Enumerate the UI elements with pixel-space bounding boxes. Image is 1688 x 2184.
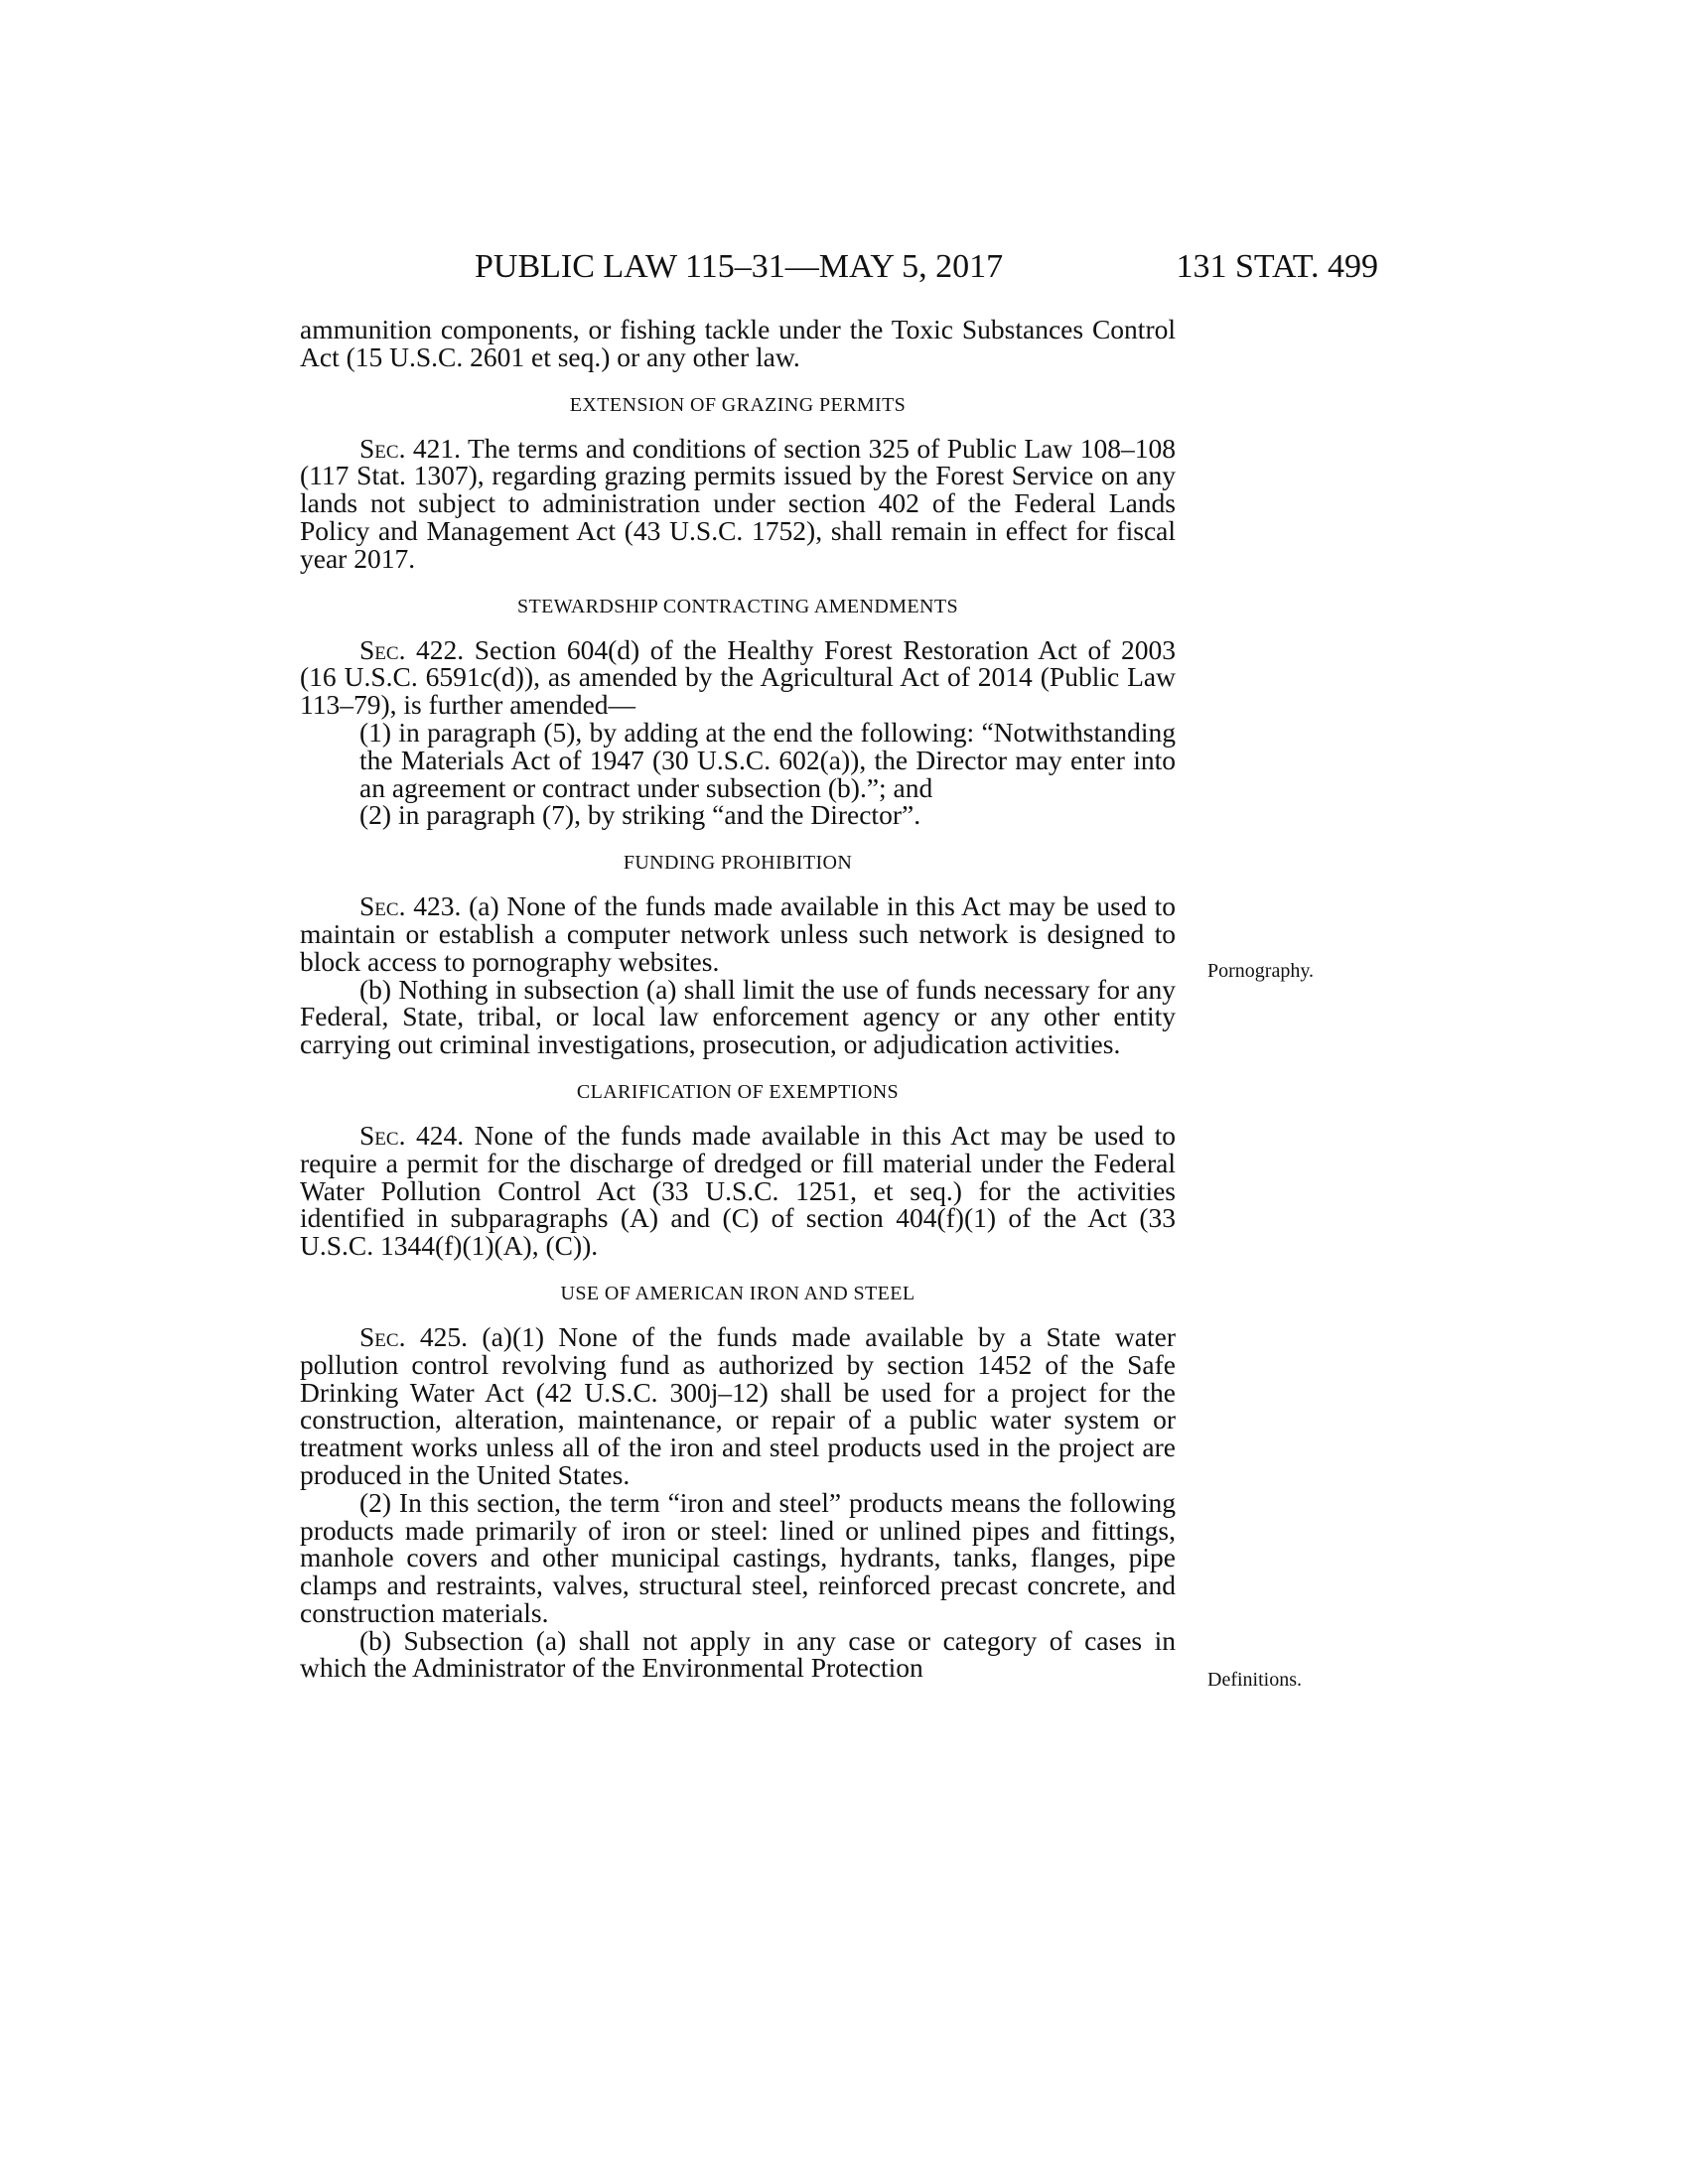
section-422-item-1: (1) in paragraph (5), by adding at the end the following: “Notwithstanding the Materials Act of 1947 (30 U.S.C. 602(a)), the Director may enter into an agreement or contract under subsection (b).”; and (359, 716, 1176, 803)
section-423-paragraph-a (300, 892, 1176, 975)
section-422-item-2: (2) in paragraph (7), by striking “and the Director”. (359, 799, 921, 831)
section-424-paragraph (300, 1119, 1176, 1262)
section-text: The terms and conditions of section 325 of Public Law 108–108 (117 Stat. 1307), regarding grazing permits issued by the Forest Service on any lands not subject to administration under section 402 of the Federal Lands Policy and Management Act (43 U.S.C. 1752), shall remain in effect for fiscal year 2017. (300, 432, 1176, 574)
section-label: Sec. 424. (359, 1119, 465, 1151)
section-heading-422: STEWARDSHIP CONTRACTING AMENDMENTS (517, 595, 958, 617)
section-425-paragraph-a2: (2) In this section, the term “iron and steel” products means the following products made primarily of iron or steel: lined or unlined pipes and fittings, manhole covers and other municipal castings, hydrants, tanks, flanges, pipe clamps and restraints, valves, structural steel, reinforced precast concrete, and construction materials. (300, 1486, 1176, 1628)
statute-page-number: 131 STAT. 499 (1176, 248, 1378, 285)
section-text: Section 604(d) of the Healthy Forest Restoration Act of 2003 (16 U.S.C. 6591c(d)), as amended by the Agricultural Act of 2014 (Public Law 113–79), is further amended— (300, 633, 1176, 721)
margin-note-pornography: Pornography. (1207, 960, 1315, 982)
section-heading-421: EXTENSION OF GRAZING PERMITS (569, 393, 907, 416)
section-423-paragraph-b: (b) Nothing in subsection (a) shall limit the use of funds necessary for any Federal, State, tribal, or local law enforcement agency or any other entity carrying out criminal investigations, prosecution, or adjudication activities. (300, 973, 1176, 1060)
section-text: (a)(1) None of the funds made available by a State water pollution control revolving fund as authorized by section 1452 of the Safe Drinking Water Act (42 U.S.C. 300j–12) shall be used for a project for the construction, alteration, maintenance, or repair of a public water system or treatment works unless all of the iron and steel products used in the project are produced in the United States. (300, 1320, 1176, 1490)
section-heading-423: FUNDING PROHIBITION (623, 852, 853, 875)
section-425-paragraph-a1 (300, 1320, 1176, 1490)
section-label: Sec. 421. (359, 432, 462, 464)
section-text: None of the funds made available in this Act may be used to require a permit for the discharge of dredged or fill material under the Federal Water Pollution Control Act (33 U.S.C. 1251, et seq.) for the activities identified in subparagraphs (A) and (C) of section 404(f)(1) of the Act (33 U.S.C. 1344(f)(1)(A), (C)). (300, 1119, 1176, 1262)
body-text (300, 316, 1176, 1682)
section-label: Sec. 422. (359, 633, 465, 665)
section-422-paragraph (300, 633, 1176, 721)
section-heading-425: USE OF AMERICAN IRON AND STEEL (560, 1282, 915, 1304)
section-425-paragraph-b: (b) Subsection (a) shall not apply in any case or category of cases in which the Administrator of the Environmental Protection (300, 1624, 1176, 1684)
section-heading-424: CLARIFICATION OF EXEMPTIONS (576, 1080, 900, 1103)
page-title: PUBLIC LAW 115–31—MAY 5, 2017 (475, 248, 1004, 285)
running-header (300, 244, 1378, 290)
section-label: Sec. 425. (359, 1320, 468, 1352)
continuation-paragraph: ammunition components, or fishing tackle under the Toxic Substances Control Act (15 U.S.C. 2601 et seq.) or any other law. (300, 314, 1176, 372)
section-text: (a) None of the funds made available in this Act may be used to maintain or establish a computer network unless such network is designed to block access to pornography websites. (300, 890, 1176, 977)
section-label: Sec. 423. (359, 890, 462, 922)
section-421-paragraph (300, 432, 1176, 574)
margin-note-definitions: Definitions. (1207, 1669, 1302, 1691)
